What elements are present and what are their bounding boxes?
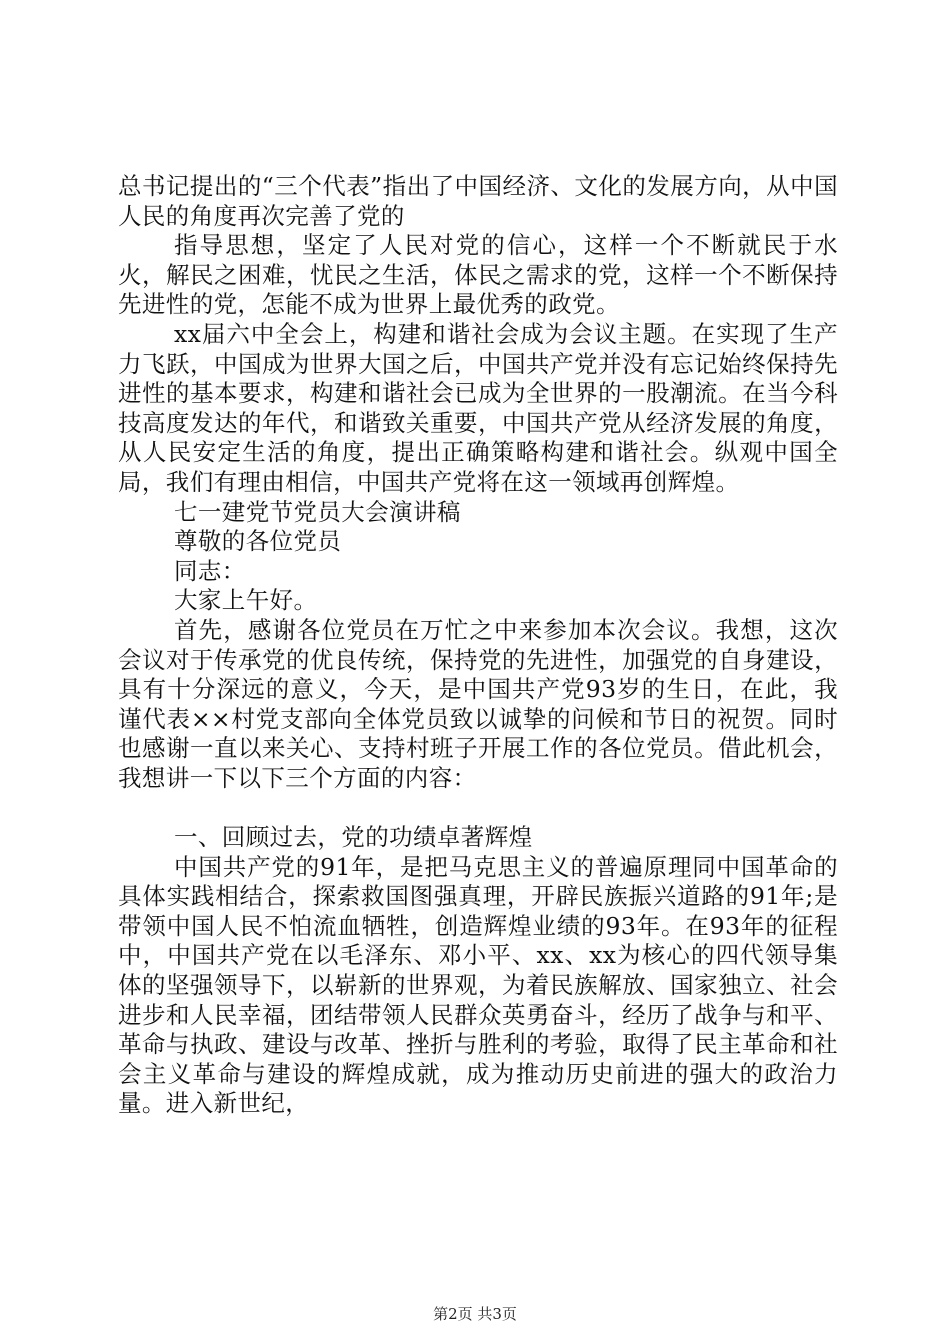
paragraph: 指导思想，坚定了人民对党的信心，这样一个不断就民于水火，解民之困难，忧民之生活，体民之需求的党，这样一个不断保持先进性的党，怎能不成为世界上最优秀的政党。 bbox=[118, 231, 838, 319]
section-heading: 一、回顾过去，党的功绩卓著辉煌 bbox=[174, 823, 533, 852]
paragraph: 中国共产党的91年，是把马克思主义的普遍原理同中国革命的具体实践相结合，探索救国图强真理，开辟民族振兴道路的91年;是带领中国人民不怕流血牺牲，创造辉煌业绩的93年。在93年的征程中，中国共产党在以毛泽东、邓小平、xx、xx为核心的四代领导集体的坚强领导下，以崭新的世界观，为着民族解放、国家独立、社会进步和人民幸福，团结带领人民群众英勇奋斗，经历了战争与和平、革命与执政、建设与改革、挫折与胜利的考验，取得了民主革命和社会主义革命与建设的辉煌成就，成为推动历史前进的强大的政治力量。进入新世纪， bbox=[118, 852, 838, 1118]
paragraph: xx届六中全会上，构建和谐社会成为会议主题。在实现了生产力飞跃，中国成为世界大国之后，中国共产党并没有忘记始终保持先进性的基本要求，构建和谐社会已成为全世界的一股潮流。在当今科技高度发达的年代，和谐致关重要，中国共产党从经济发展的角度，从人民安定生活的角度，提出正确策略构建和谐社会。纵观中国全局，我们有理由相信，中国共产党将在这一领域再创辉煌。 bbox=[118, 319, 838, 496]
document-body bbox=[118, 172, 838, 1119]
salutation: 同志： bbox=[174, 556, 246, 585]
page-number: 第2页 共3页 bbox=[433, 1305, 517, 1323]
greeting: 大家上午好。 bbox=[174, 586, 318, 615]
salutation: 尊敬的各位党员 bbox=[174, 527, 342, 556]
paragraph: 总书记提出的“三个代表”指出了中国经济、文化的发展方向，从中国人民的角度再次完善了党的 bbox=[118, 172, 838, 230]
paragraph: 首先，感谢各位党员在万忙之中来参加本次会议。我想，这次会议对于传承党的优良传统，保持党的先进性，加强党的自身建设，具有十分深远的意义，今天，是中国共产党93岁的生日，在此，我谨代表××村党支部向全体党员致以诚挚的问候和节日的祝贺。同时也感谢一直以来关心、支持村班子开展工作的各位党员。借此机会，我想讲一下以下三个方面的内容： bbox=[118, 615, 838, 792]
speech-title: 七一建党节党员大会演讲稿 bbox=[174, 497, 461, 526]
blank-line bbox=[118, 793, 838, 823]
